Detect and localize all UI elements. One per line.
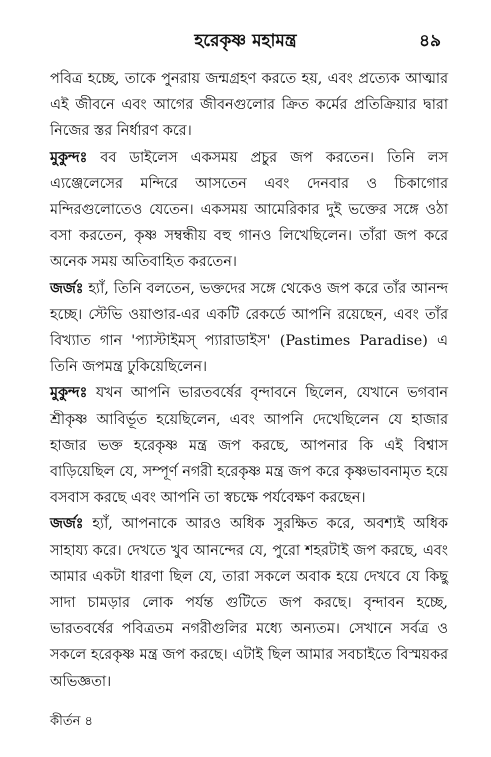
paragraph-3 [50, 276, 448, 381]
paragraph-4 [50, 380, 448, 511]
paragraph-text: যখন আপনি ভারতবর্ষের বৃন্দাবনে ছিলেন, যেখানে ভগবান শ্রীকৃষ্ণ আবির্ভূত হয়েছিলেন, এবং আপনি দেখেছিলেন যে হাজার হাজার ভক্ত হরেকৃষ্ণ মন্ত্র জপ করছে, আপনার কি এই বিশ্বাস বাড়িয়েছিল যে, সম্পূর্ণ নগরী হরেকৃষ্ণ মন্ত্র জপ করে কৃষ্ণভাবনামৃত হয়ে বসবাস করছে এবং আপনি তা স্বচক্ষে পর্যবেক্ষণ করছেন। [50, 385, 448, 507]
speaker-label: জর্জঃ [50, 279, 84, 297]
speaker-label: জর্জঃ [50, 515, 84, 533]
page-number: ৪৯ [418, 31, 441, 51]
paragraph-text: হ্যাঁ, আপনাকে আরও অধিক সুরক্ষিত করে, অবশ্যই অধিক সাহায্য করে। দেখতে খুব আনন্দের যে, পুরো শহরটাই জপ করছে, এবং আমার একটা ধারণা ছিল যে, তারা সকলে অবাক হয়ে দেখবে যে কিছু সাদা চামড়ার লোক পর্যন্ত গুটিতে জপ করছে। বৃন্দাবন হচ্ছে, ভারতবর্ষের পবিত্রতম নগরীগুলির মধ্যে অন্যতম। সেখানে সর্বত্র ও সকলে হরেকৃষ্ণ মন্ত্র জপ করছে। এটাই ছিল আমার সবচাইতে বিস্ময়কর অভিজ্ঞতা। [50, 516, 448, 690]
paragraph-text: বব ডাইলেস একসময় প্রচুর জপ করতেন। তিনি লস এ্যঞ্জেলেসের মন্দিরে আসতেন এবং দেনবার ও চিকাগোর মন্দিরগুলোতেও যেতেন। একসময় আমেরিকার দুই ভক্তের সঙ্গে ওঠা বসা করতেন, কৃষ্ণ সম্বন্ধীয় বহু গানও লিখেছিলেন। তাঁরা জপ করে অনেক সময় অতিবাহিত করতেন। [50, 149, 448, 271]
paragraph-5 [50, 511, 448, 694]
speaker-label: মুকুন্দঃ [50, 384, 88, 402]
footer-signature: কীর্তন ৪ [50, 714, 93, 729]
page-body [50, 66, 448, 695]
running-title: হরেকৃষ্ণ মহামন্ত্র [194, 31, 297, 51]
paragraph-text: হ্যাঁ, তিনি বলতেন, ভক্তদের সঙ্গে থেকেও জপ করে তাঁর আনন্দ হচ্ছে। স্টেভি ওয়াণ্ডার-এর একটি রেকর্ডে আপনি রয়েছেন, এবং তাঁর বিখ্যাত গান 'প্যাস্টাইমস্ প্যারাডাইস' (Pastimes Paradise) এ তিনি জপমন্ত্র ঢুকিয়েছিলেন। [50, 280, 448, 376]
speaker-label: মুকুন্দঃ [50, 148, 88, 166]
paragraph-text: পবিত্র হচ্ছে, তাকে পুনরায় জন্মগ্রহণ করতে হয়, এবং প্রত্যেক আত্মার এই জীবনে এবং আগের জীবনগুলোর ক্রিত কর্মের প্রতিক্রিয়ার দ্বারা নিজের স্তর নির্ধারণ করে। [50, 71, 448, 140]
paragraph-2 [50, 145, 448, 276]
page-header [50, 28, 441, 54]
paragraph-1 [50, 66, 448, 145]
